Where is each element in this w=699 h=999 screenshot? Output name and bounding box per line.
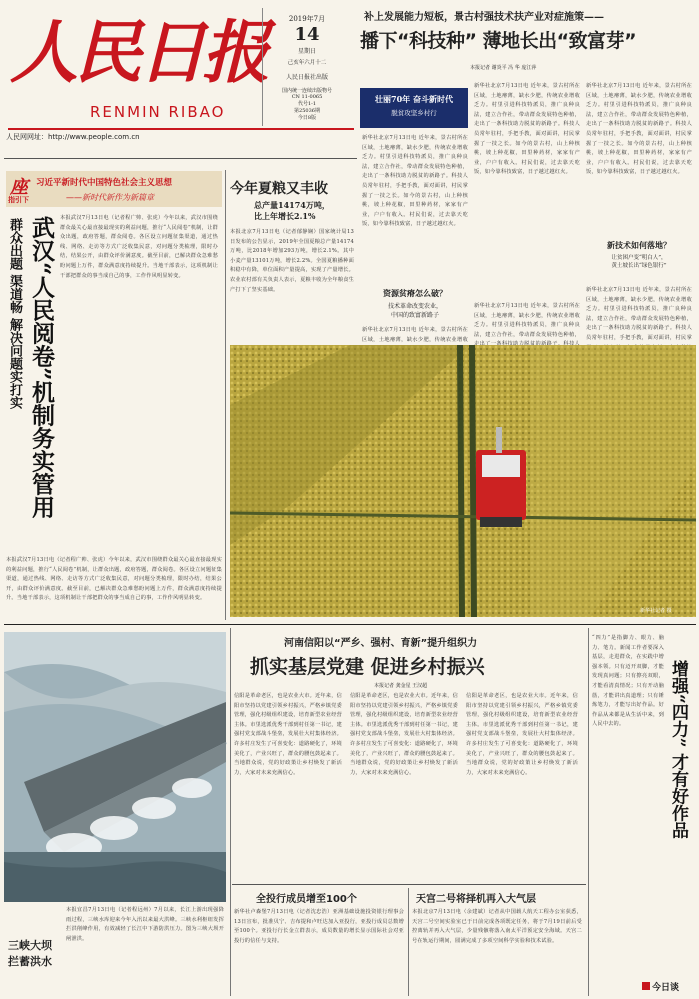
tiangong-body: 本报北京7月13日电（余建斌）记者从中国载人航天工程办公室获悉，天宫二号空间实验室已于日前完成各项既定任务，将于7月19日前后受控离轨并再入大气层，少量残骸将落入南太平洋预定安全海域。天宫二号在轨运行期间，圆满完成了多项空间科学实验和技术试验。	[412, 909, 582, 944]
divider	[230, 628, 231, 996]
lead-story	[358, 6, 696, 346]
date-box	[262, 8, 351, 126]
henan-headline: 抓实基层党建 促进乡村振兴	[250, 656, 485, 678]
lead-col-1b: 新华社北京7月13日电 近年来，景古村所在区域，土地瘠薄，缺水少肥，传统农业增收	[362, 327, 468, 343]
lead-side-sub: 让贫困户变“明白人”，	[611, 255, 667, 261]
masthead-rule	[8, 128, 354, 130]
lunar-date: 己亥年六月十二	[287, 60, 327, 66]
harvest-subhead2: 比上年增长2.1%	[254, 211, 316, 221]
series-banner	[360, 88, 468, 128]
lead-headline: 播下“科技种” 薄地长出“致富芽”	[360, 30, 637, 52]
henan-kicker: 河南信阳以“严乡、强村、育新”提升组织力	[284, 638, 478, 649]
date-month: 2019年7月	[288, 15, 326, 23]
lead-col-2: 新华社北京7月13日电 近年来，景古村所在区域，土地瘠薄，缺水少肥，传统农业增收乏力。村里引进科技特派员，推广良种良法，建立合作社，带动群众发展特色种植，走出了一条科技助力脱贫的新路子。科技人员常年驻村，手把手教，面对面讲，村民掌握了一技之长。如今的景古村，山上种核桃，坡上种花椒，田里种药材，家家有产业，户户有收入。村民们说，过去靠天吃饭，如今靠科技致富，日子越过越红火。	[474, 83, 580, 176]
henan-col-1: 信阳是革命老区，也是农业大市。近年来，信阳市坚持以党建引领乡村振兴，严格乡镇党委管理，强化村级组织建设，培育新型农业经营主体。市里选派优秀干部到村任第一书记，建强村党支部战斗堡垒，发展壮大村集体经济。许多村庄发生了可喜变化：道路硬化了，环境美化了，产业兴旺了，群众的腰包鼓起来了。当地群众说，党的好政策让乡村焕发了新活力，大家对未来充满信心。	[234, 693, 342, 776]
divider	[408, 888, 409, 996]
three-gorges-headline2: 拦蓄洪水	[8, 955, 52, 968]
commentary-footer-label: 今日谈	[652, 983, 680, 993]
harvest-subhead1: 总产量14174万吨，	[254, 200, 330, 210]
website-url[interactable]: http://www.people.com.cn	[48, 133, 140, 141]
lead-subhead2: 技术革命改变农业，	[387, 303, 442, 310]
lead-subhead-box	[362, 288, 468, 326]
website-line	[6, 132, 140, 142]
aiib-headline: 全投行成员增至100个	[256, 894, 357, 905]
harvest-story	[228, 170, 356, 340]
three-gorges-headline1: 三峡大坝	[8, 939, 52, 952]
wuhan-body: 本报武汉7月13日电（记者程广帅、张虎）今年以来，武汉市围绕群众最关心最直接最现实的利益问题，推行“人民阅卷”机制，让群众出题，政府答题，群众阅卷。各区设立问题征集渠道，通过热线、网络、走访等方式广泛收集民意，对问题分类梳理，限时办结，结果公开，由群众评价满意度。截至目前，已解决群众急难愁盼问题上万件，群众满意度持续提升。当地干部表示，这项机制让干部把群众的事当成自己的事，工作作风明显转变。	[60, 215, 218, 279]
lead-side-head: 新技术如何落地？	[607, 240, 671, 250]
henan-col-2: 信阳是革命老区，也是农业大市。近年来，信阳市坚持以党建引领乡村振兴，严格乡镇党委管理，强化村级组织建设，培育新型农业经营主体。市里选派优秀干部到村任第一书记，建强村党支部战斗堡垒，发展壮大村集体经济。许多村庄发生了可喜变化：道路硬化了，环境美化了，产业兴旺了，群众的腰包鼓起来了。当地群众说，党的好政策让乡村焕发了新活力，大家对未来充满信心。	[350, 693, 458, 776]
three-gorges-image	[4, 632, 226, 902]
photo-credit: 新华社记者 摄	[640, 608, 672, 614]
tiangong-story	[412, 888, 584, 996]
lead-kicker: 补上发展能力短板，景古村强技术扶产业对症施策——	[364, 12, 604, 23]
three-gorges-headline	[8, 938, 52, 970]
henan-col-3: 信阳是革命老区，也是农业大市。近年来，信阳市坚持以党建引领乡村振兴，严格乡镇党委管理，强化村级组织建设，培育新型农业经营主体。市里选派优秀干部到村任第一书记，建强村党支部战斗堡垒，发展壮大村集体经济。许多村庄发生了可喜变化：道路硬化了，环境美化了，产业兴旺了，群众的腰包鼓起来了。当地群众说，党的好政策让乡村焕发了新活力，大家对未来充满信心。	[466, 693, 578, 776]
aiib-body: 新华社卢森堡7月13日电（记者沈忠浩）亚洲基础设施投资银行理事会13日宣布，批准贝宁、吉布提和卢旺达加入亚投行，亚投行成员总数增至100个。亚投行行长金立群表示，成员数量的增长显示国际社会对亚投行的信任与支持。	[234, 909, 404, 944]
commentary-headline: 增强“四力” 才有好作品	[668, 660, 688, 839]
henan-story	[234, 630, 584, 880]
wuhan-headline: 武汉“人民阅卷”机制务实管用	[28, 216, 55, 519]
three-gorges-photo	[4, 632, 226, 902]
theme-badge2: 指引下	[8, 196, 29, 204]
harvest-photo-image	[230, 345, 696, 617]
wuhan-body-bottom: 本报武汉7月13日电（记者程广帅、张虎）今年以来，武汉市围绕群众最关心最直接最现实的利益问题，推行“人民阅卷”机制，让群众出题，政府答题，群众阅卷。各区设立问题征集渠道，通过热线、网络、走访等方式广泛收集民意，对问题分类梳理，限时办结，结果公开，由群众评价满意度。截至目前，已解决群众急难愁盼问题上万件，群众满意度持续提升。当地干部表示，这项机制让干部把群众的事当成自己的事，工作作风明显转变。	[6, 557, 222, 602]
lead-side-box	[586, 240, 692, 284]
theme-text: 习近平新时代中国特色社会主义思想	[36, 178, 173, 188]
theme-sub: ——新时代新作为新篇章	[66, 193, 154, 202]
masthead	[0, 0, 355, 168]
divider	[4, 624, 696, 625]
theme-badge: 座	[10, 177, 28, 198]
harvest-body: 本报北京7月13日电（记者郁静娴）国家统计局13日发布的公告显示，2019年全国夏粮总产量14174万吨，比2018年增加293万吨，增长2.1%。其中小麦产量13101万吨，增长2.2%。全国夏粮播种面积稳中有降，单位面积产量提高，实现了产量增长。农业农村部有关负责人表示，夏粮丰收为全年粮食生产打下了坚实基础。	[230, 229, 354, 293]
cn-code: CN 11-0065	[291, 94, 323, 100]
page-count: 今日8版	[297, 115, 317, 121]
masthead-title: 人民日报	[10, 13, 267, 93]
lead-col-2b: 新华社北京7月13日电 近年来，景古村所在区域，土地瘠薄，缺水少肥，传统农业增收乏力。村里引进科技特派员，推广良种良法，建立合作社，带动群众发展特色种植，	[474, 303, 580, 338]
website-label: 人民网网址：	[6, 133, 48, 141]
issue-number: 第25036期	[294, 108, 320, 114]
harvest-headline: 今年夏粮又丰收	[230, 181, 328, 197]
wuhan-sidehead: 群众出题 渠道畅 解决问题实打实	[7, 218, 22, 410]
aiib-story	[234, 888, 406, 996]
divider	[588, 628, 589, 996]
commentary-footer-icon	[642, 982, 650, 990]
three-gorges-caption: 本报宜昌7月13日电（记者程远州）7月以来，长江上游出现强降雨过程，三峡水库迎来今年入汛以来最大洪峰。三峡水利枢纽发挥拦洪削峰作用，有效减轻了长江中下游防洪压力。图为三峡大坝开闸泄洪。	[66, 907, 224, 942]
harvest-subhead	[254, 200, 330, 222]
commentary-footer	[642, 980, 679, 993]
theme-banner	[6, 171, 222, 207]
divider	[4, 158, 357, 159]
divider	[232, 884, 586, 885]
date-day: 14	[294, 24, 320, 45]
lead-subhead3: 中国的致富新路子	[390, 312, 439, 319]
edition-title: 人民日报社出版	[285, 74, 328, 81]
banner-line1: 壮丽70年 奋斗新时代	[375, 94, 453, 104]
tiangong-headline: 天宫二号将择机再入大气层	[416, 894, 536, 905]
commentary-body: “四力”是指脚力、眼力、脑力、笔力。新闻工作者要深入基层，走进群众，在实践中增强本领。只有迈开双脚，才能发现真问题；只有擦亮双眼，才能看清真情况；只有开动脑筋，才能讲出真道理；只有锤炼笔力，才能写出好作品。好作品从来都是从生活中来，到人民中去的。	[592, 635, 664, 728]
serial-code: 国内统一连续出版物号	[281, 88, 332, 94]
banner-line2: 脱贫攻坚乡村行	[391, 109, 437, 117]
postal-code: 代号1-1	[297, 101, 317, 107]
harvest-photo	[230, 345, 696, 617]
divider	[225, 170, 226, 620]
masthead-pinyin: RENMIN RIBAO	[90, 103, 226, 121]
lead-side-sub2: 黄土坡长出“绿色银行”	[611, 263, 667, 269]
weekday: 星期日	[297, 48, 316, 55]
lead-subhead: 资源贫瘠怎么破？	[383, 288, 447, 298]
lead-byline: 本报记者 谢炎平 冯 华 庞江萍	[470, 65, 537, 71]
lead-col-3b: 新华社北京7月13日电 近年来，景古村所在区域，土地瘠薄，缺水少肥，传统农业增收乏力。村里引进科技特派员，推广良种良法，建立合作社，带动群众发展特色种植，走出了一条科技助力脱贫的新路子。科技人员常年驻村，手把手教，面对面讲，村民掌	[586, 287, 692, 341]
henan-byline: 本报记者 龚金星 王汉超	[374, 683, 428, 689]
lead-col-1: 新华社北京7月13日电 近年来，景古村所在区域，土地瘠薄，缺水少肥，传统农业增收乏力。村里引进科技特派员，推广良种良法，建立合作社，带动群众发展特色种植，走出了一条科技助力脱贫的新路子。科技人员常年驻村，手把手教，面对面讲，村民掌握了一技之长。如今的景古村，山上种核桃，坡上种花椒，田里种药材，家家有产业，户户有收入。村民们说，过去靠天吃饭，如今靠科技致富，日子越过越红火。	[362, 135, 468, 228]
lead-col-3: 新华社北京7月13日电 近年来，景古村所在区域，土地瘠薄，缺水少肥，传统农业增收乏力。村里引进科技特派员，推广良种良法，建立合作社，带动群众发展特色种植，走出了一条科技助力脱贫的新路子。科技人员常年驻村，手把手教，面对面讲，村民掌握了一技之长。如今的景古村，山上种核桃，坡上种花椒，田里种药材，家家有产业，户户有收入。村民们说，过去靠天吃饭，如今靠科技致富，日子越过越红火。	[586, 83, 692, 176]
